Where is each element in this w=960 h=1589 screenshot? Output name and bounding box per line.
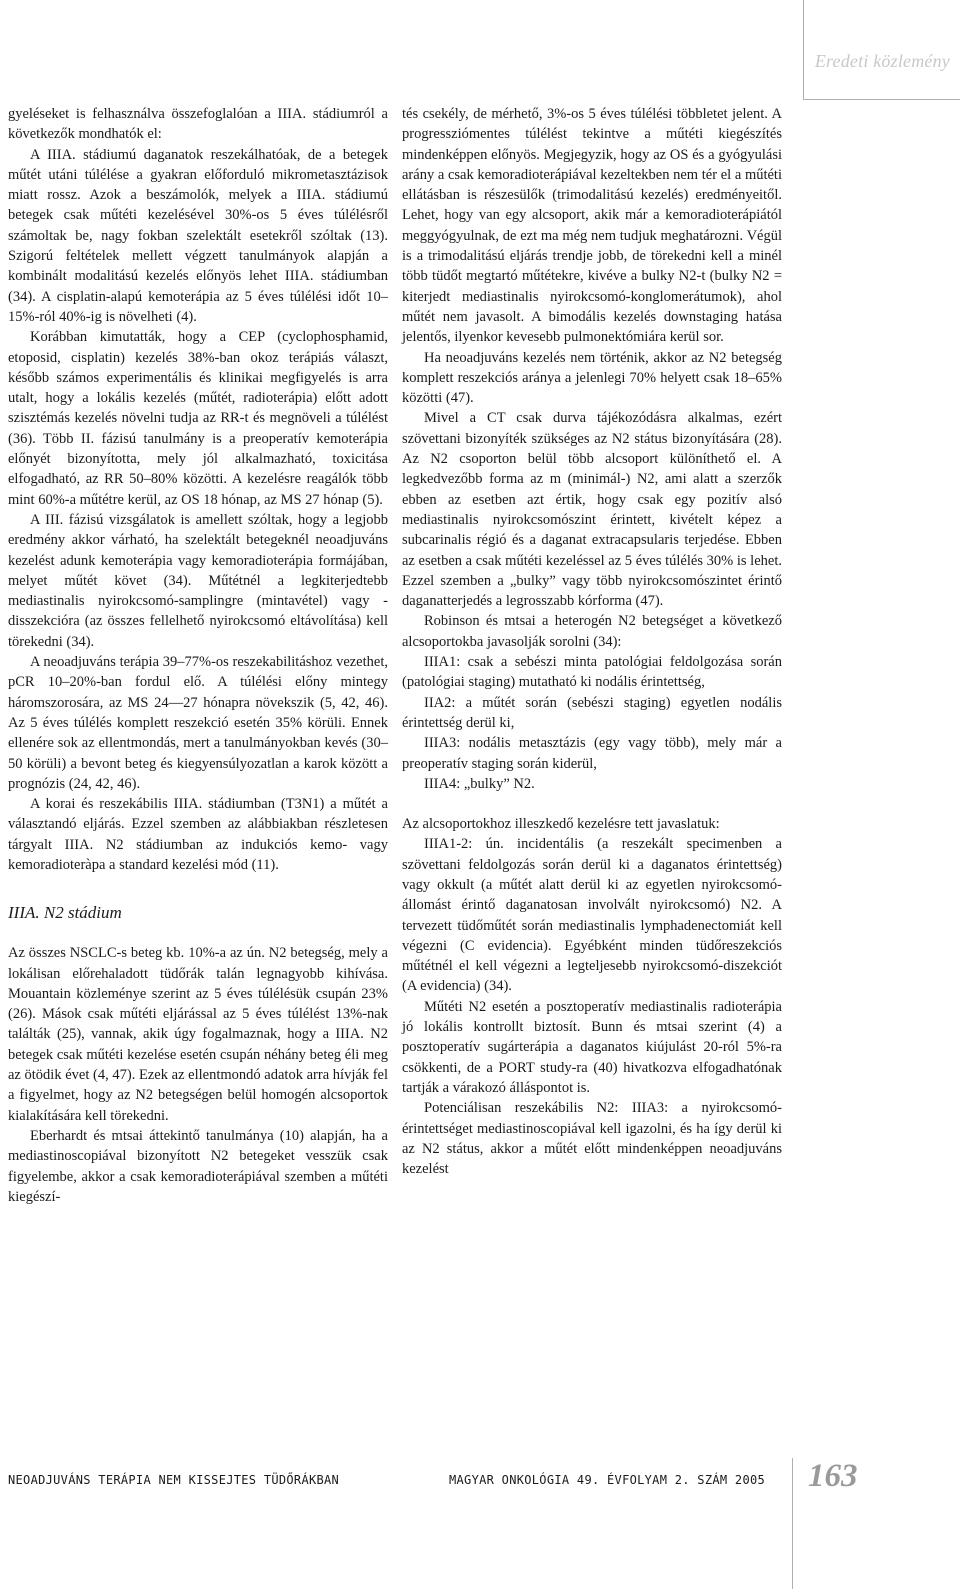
paragraph: IIIA3: nodális metasztázis (egy vagy több), mely már a preoperatív staging során kiderül,: [402, 735, 782, 772]
paragraph: gyeléseket is felhasználva összefoglalóan a IIIA. stádiumról a következők mondhatók el:: [8, 106, 388, 143]
paragraph: A III. fázisú vizsgálatok is amellett szóltak, hogy a legjobb eredmény akkor várható, ha szelektált betegeknél neoadjuváns kezelést adunk kemoterápia vagy kemoradioterápia formájában, melyet műtét követ (34). Műtétnél a legkiterjedtebb mediastinalis nyirokcsomó-samplingre (mintavétel) vagy -disszekcióra (az összes fellelhető nyirokcsomó eltávolítása) kell törekedni (34).: [8, 511, 388, 650]
paragraph: A korai és reszekábilis IIIA. stádiumban (T3N1) a műtét a választandó eljárás. Ezzel szemben az alábbiakban részletesen tárgyalt IIIA. N2 stádiumban az indukciós kemo- vagy kemoradioteràpa a standard kezelési mód (11).: [8, 796, 388, 873]
paragraph: Korábban kimutatták, hogy a CEP (cyclophosphamid, etoposid, cisplatin) kezelés 38%-ban okoz terápiás választ, később számos experimentális és klinikai megfigyelés is arra utalt, hogy a lokális kezelés (műtét, radioterápia) előtt adott szisztémás kezelés növelni tudja az RR-t és megnöveli a túlélést (36). Több II. fázisú tanulmány is a preoperatív kemoterápia előnyét bizonyította, mely jól alkalmazható, toxicitása elfogadható, az RR 50–80% közötti. A kezelésre reagálók több mint 60%-a műtétre kerül, az OS 18 hónap, az MS 27 hónap (5).: [8, 329, 388, 508]
paragraph: Ha neoadjuváns kezelés nem történik, akkor az N2 betegség komplett reszekciós aránya a jelenlegi 70% helyett csak 18–65% közötti (47).: [402, 349, 782, 407]
paragraph: Az összes NSCLC-s beteg kb. 10%-a az ún. N2 betegség, mely a lokálisan előrehaladott tüdőrák talán legnagyobb kihívása. Mouantain közleménye szerint az 5 éves túlélésük csupán 23% (26). Mások csak műtéti eljárással az 5 éves túlélést 13%-nak találták (25), vannak, akik úgy fogalmaznak, hogy a IIIA. N2 betegek csak műtéti kezelése esetén csupán néhány beteg éli meg az ötödik évet (4, 47). Ezek az ellentmondó adatok arra hívják fel a figyelmet, hogy az N2 betegségen belül homogén alcsoportok kialakítására kell törekedni.: [8, 945, 388, 1124]
paragraph: A IIIA. stádiumú daganatok reszekálhatóak, de a betegek műtét utáni túlélése a gyakran előforduló mikrometasztázisok miatt rossz. Azok a beszámolók, melyek a IIIA. stádiumú betegek csak műtéti kezelésével 30%-os 5 éves túlélésről számoltak be, nagy fokban szelektált esetekről szóltak (13). Szigorú feltételek mellett végzett tanulmányok alapján a kombinált modalitású kezelés előnyös lehet IIIA. stádiumban (34). A cisplatin-alapú kemoterápia az 5 éves túlélési időt 10–15%-ról 40%-ig is növelheti (4).: [8, 146, 388, 325]
footer-rule: [792, 1458, 793, 1589]
right-column: [402, 104, 782, 1179]
paragraph: IIIA1: csak a sebészi minta patológiai feldolgozása során (patológiai staging) mutatható ki nodális érintettség,: [402, 654, 782, 691]
subheading: IIIA. N2 stádium: [8, 903, 122, 923]
paragraph: tés csekély, de mérhető, 3%-os 5 éves túlélési többletet jelent. A progressziómentes túlélést tekintve a műtéti kiegészítés mindenképpen előnyös. Megjegyzik, hogy az OS és a gyógyulási arány a csak kemoradioterápiával kezeltekben nem tér el a műtéti ellátásban is részesülők (trimodalitású kezelés) eredményeitől. Lehet, hogy van egy alcsoport, akik már a kemoradioterápiától meggyógyulnak, de ezt ma még nem tudjuk meghatározni. Végül is a trimodalitású eljárás trendje jobb, de törekedni kell a minél több tüdőt megtartó műtétekre, kivéve a bulky N2-t (bulky N2 = kiterjedt mediastinalis nyirokcsomó-konglomerátumok), ahol műtét nem javasolt. A bimodális kezelés downstaging hatása jelentős, ilyenkor kevesebb pulmonektómiára kerül sor.: [402, 106, 782, 346]
paragraph: Robinson és mtsai a heterogén N2 betegséget a következő alcsoportokba javasolják sorolni (34):: [402, 613, 782, 650]
paragraph: Az alcsoportokhoz illeszkedő kezelésre tett javaslatuk:: [402, 816, 720, 833]
paragraph: IIA2: a műtét során (sebészi staging) egyetlen nodális érintettség derül ki,: [402, 694, 782, 731]
paragraph: Eberhardt és mtsai áttekintő tanulmánya (10) alapján, ha a mediastinoscopiával bizonyított N2 betegeket vesszük csak figyelembe, akkor a csak kemoradioterápiával szemben a műtéti kiegészí-: [8, 1127, 388, 1205]
paragraph: Potenciálisan reszekábilis N2: IIIA3: a nyirokcsomó-érintettséget mediastinoscopiával kell igazolni, és ha így derül ki az N2 státus, akkor a műtét előtt mindenképpen neoadjuváns kezelést: [402, 1100, 782, 1178]
section-label: Eredeti közlemény: [814, 51, 950, 71]
left-column: [8, 104, 388, 1207]
running-footer-title: NEOADJUVÁNS TERÁPIA NEM KISSEJTES TÜDŐRÁKBAN: [8, 1473, 340, 1487]
top-rule-vertical: [803, 0, 804, 100]
running-footer-journal: MAGYAR ONKOLÓGIA 49. ÉVFOLYAM 2. SZÁM 2005: [449, 1473, 766, 1487]
paragraph: A neoadjuváns terápia 39–77%-os reszekabilitáshoz vezethet, pCR 10–20%-ban fordul elő. A túlélési előny mintegy háromszorosára, az MS 24—27 hónapra növekszik (5, 42, 46). Az 5 éves túlélés komplett reszekció esetén 35% körüli. Ennek ellenére sok az ellentmondás, mert a tanulmányokban kevés (30–50 körüli) a bevont beteg és kiegyensúlyozatlan a karok között a prognózis (24, 42, 46).: [8, 654, 388, 792]
paragraph: IIIA4: „bulky” N2.: [424, 775, 535, 792]
paragraph: Mivel a CT csak durva tájékozódásra alkalmas, ezért szövettani bizonyíték szükséges az N2 státus bizonyítására (28). Az N2 csoporton belül több alcsoport különíthető el. A legkedvezőbb forma az m (minimál-) N2, ami alatt a szerzők ebben az esetben azt értik, hogy csak egy pozitív alsó mediastinalis nyirokcsomószint érintett, kivételt képez a subcarinalis régió és a daganat extracapsularis terjedése. Ebben az esetben a csak műtéti kezeléssel az 5 éves túlélés 30% is lehet. Ezzel szemben a „bulky” vagy több nyirokcsomószintet érintő daganatterjedés a legrosszabb kórforma (47).: [402, 410, 782, 610]
top-rule-horizontal: [803, 99, 960, 100]
paragraph: Műtéti N2 esetén a posztoperatív mediastinalis radioterápia jó lokális kontrollt biztosít. Bunn és mtsai szerint (4) a posztoperatív sugárterápia a daganatos kiújulást 20-ról 5%-ra csökkenti, de a PORT study-ra (40) hivatkozva elfogadhatónak tartják a várakozó álláspontot is.: [402, 998, 782, 1096]
paragraph: IIIA1-2: ún. incidentális (a reszekált specimenben a szövettani feldolgozás során derül ki a daganatos érintettség) vagy okkult (a műtét alatt derül ki az egyetlen nyirokcsomó-állomást érintő daganatosan involvált nyirokcsomó) N2. A tervezett tüdőműtét során mediastinalis lymphadenectomiát kell végezni (C evidencia). Egyébként minden tüdőreszekciós műtétnél el kell végezni a legteljesebb nyirokcsomó-diszekciót (A evidencia) (34).: [402, 836, 782, 995]
page-number: 163: [808, 1458, 858, 1494]
